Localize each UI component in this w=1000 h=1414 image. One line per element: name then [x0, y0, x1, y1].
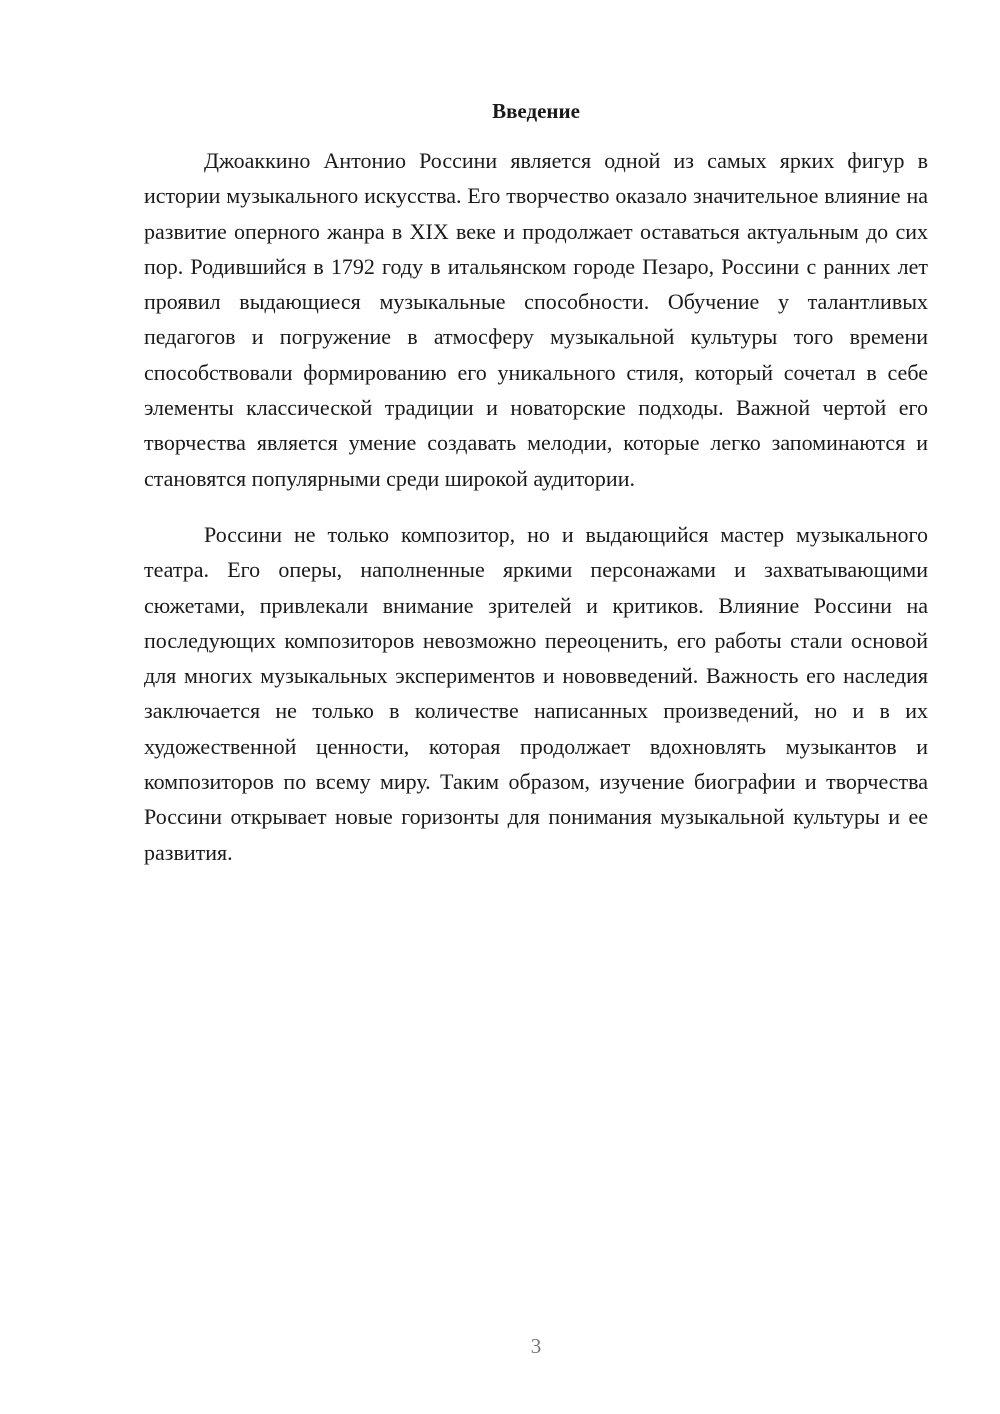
paragraph-legacy: Россини не только композитор, но и выдающийся мастер музыкального театра. Его оперы, наполненные яркими персонажами и захватывающими сюжетами, привлекали внимание зрителей и критиков. Влияние Россини на последующих композиторов невозможно переоценить, его работы стали основой для многих музыкальных экспериментов и нововведений. Важность его наследия заключается не только в количестве написанных произведений, но и в их художественной ценности, которая продолжает вдохновлять музыкантов и композиторов по всему миру. Таким образом, изучение биографии и творчества Россини открывает новые горизонты для понимания музыкальной культуры и ее развития. — [144, 521, 928, 865]
page-title: Введение — [492, 99, 580, 123]
page-number: 3 — [530, 1334, 542, 1358]
paragraph-intro: Джоаккино Антонио Россини является одной из самых ярких фигур в истории музыкального искусства. Его творчество оказало значительное влияние на развитие оперного жанра в XIX веке и продолжает оставаться актуальным до сих пор. Родившийся в 1792 году в итальянском городе Пезаро, Россини с ранних лет проявил выдающиеся музыкальные способности. Обучение у талантливых педагогов и погружение в атмосферу музыкальной культуры того времени способствовали формированию его уникального стиля, который сочетал в себе элементы классической традиции и новаторские подходы. Важной чертой его творчества является умение создавать мелодии, которые легко запоминаются и становятся популярными среди широкой аудитории. — [144, 148, 928, 491]
document-body — [144, 143, 928, 870]
